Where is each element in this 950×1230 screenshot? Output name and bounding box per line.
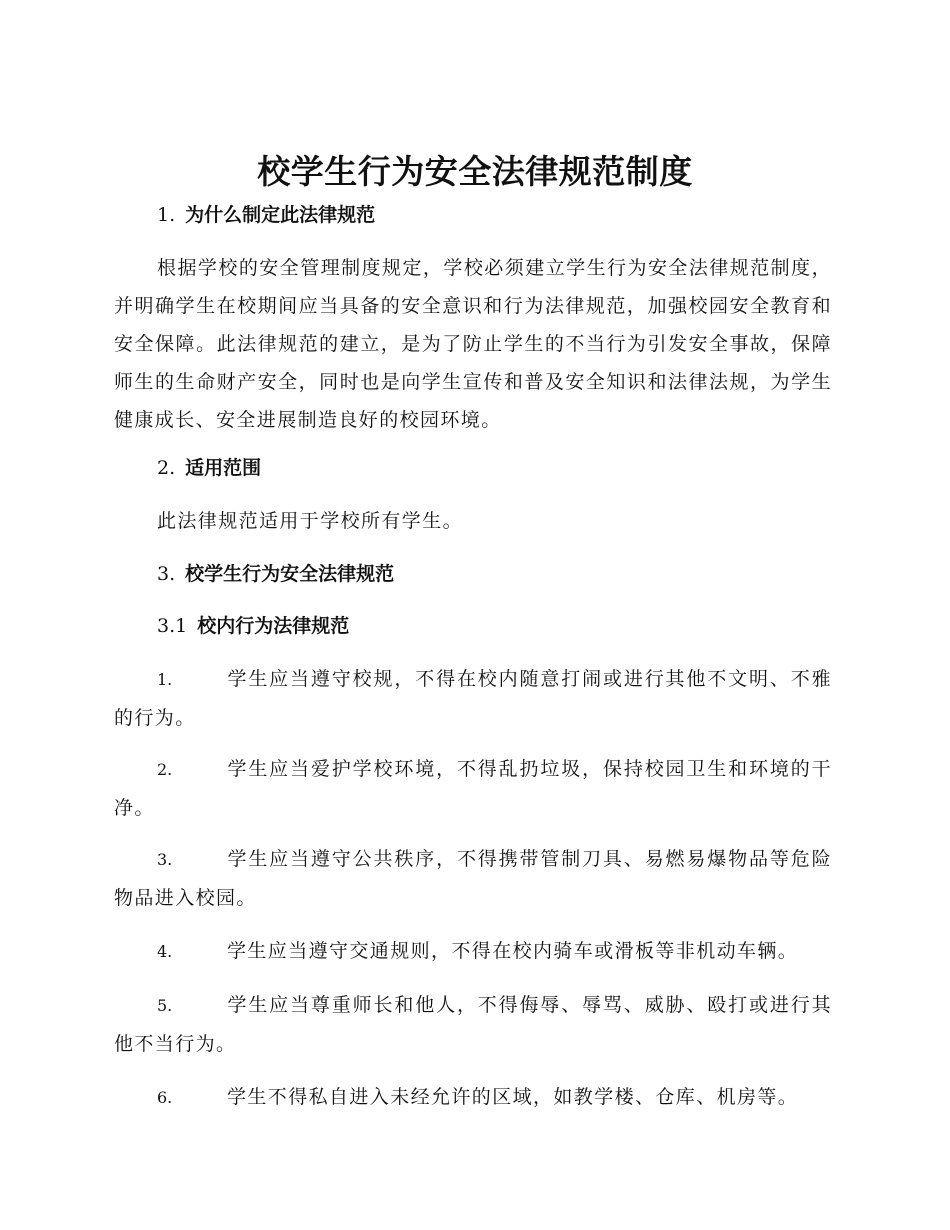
intro-paragraph: 根据学校的安全管理制度规定，学校必须建立学生行为安全法律规范制度，并明确学生在校期间应当具备的安全意识和行为法律规范，加强校园安全教育和安全保障。此法律规范的建立，是为了防止学生的不当行为引发安全事故，保障师生的生命财产安全，同时也是向学生宣传和普及安全知识和法律法规，为学生健康成长、安全进展制造良好的校园环境。: [114, 257, 832, 431]
rule-text: 学生不得私自进入未经允许的区域，如教学楼、仓库、机房等。: [227, 1086, 799, 1108]
section-heading-3: [157, 561, 394, 587]
section-heading-text: 校学生行为安全法律规范: [185, 563, 395, 585]
rule-text: 学生应当爱护学校环境，不得乱扔垃圾，保持校园卫生和环境的干净。: [114, 758, 832, 819]
rule-number: 3.: [157, 850, 173, 869]
section-heading-2: [157, 455, 261, 481]
rule-text: 学生应当遵守交通规则，不得在校内骑车或滑板等非机动车辆。: [227, 940, 799, 962]
section-heading-text: 适用范围: [185, 457, 262, 479]
section-number: 3.: [157, 563, 176, 585]
rule-item: [114, 932, 832, 971]
rule-number: 1.: [157, 670, 173, 689]
subsection-heading-3-1: [157, 613, 349, 639]
section-number: 3.1: [157, 615, 188, 637]
page-title: 校学生行为安全法律规范制度: [257, 152, 693, 191]
rule-text: 学生应当遵守校规，不得在校内随意打闹或进行其他不文明、不雅的行为。: [114, 668, 832, 729]
rule-text: 学生应当尊重师长和他人，不得侮辱、辱骂、威胁、殴打或进行其他不当行为。: [114, 994, 832, 1055]
rule-number: 4.: [157, 942, 173, 961]
section-number: 2.: [157, 457, 176, 479]
rule-item: [114, 660, 832, 737]
section-heading-text: 校内行为法律规范: [197, 615, 350, 637]
rule-number: 2.: [157, 760, 173, 779]
rule-item: [114, 1078, 832, 1117]
scope-paragraph: 此法律规范适用于学校所有学生。: [157, 510, 464, 532]
rule-number: 6.: [157, 1088, 173, 1107]
rule-number: 5.: [157, 996, 173, 1015]
rule-item: [114, 986, 832, 1063]
section-heading-text: 为什么制定此法律规范: [185, 204, 376, 226]
section-heading-1: [157, 202, 375, 228]
rule-item: [114, 840, 832, 917]
rule-item: [114, 750, 832, 827]
rule-text: 学生应当遵守公共秩序，不得携带管制刀具、易燃易爆物品等危险物品进入校园。: [114, 848, 832, 909]
section-number: 1.: [157, 204, 176, 226]
